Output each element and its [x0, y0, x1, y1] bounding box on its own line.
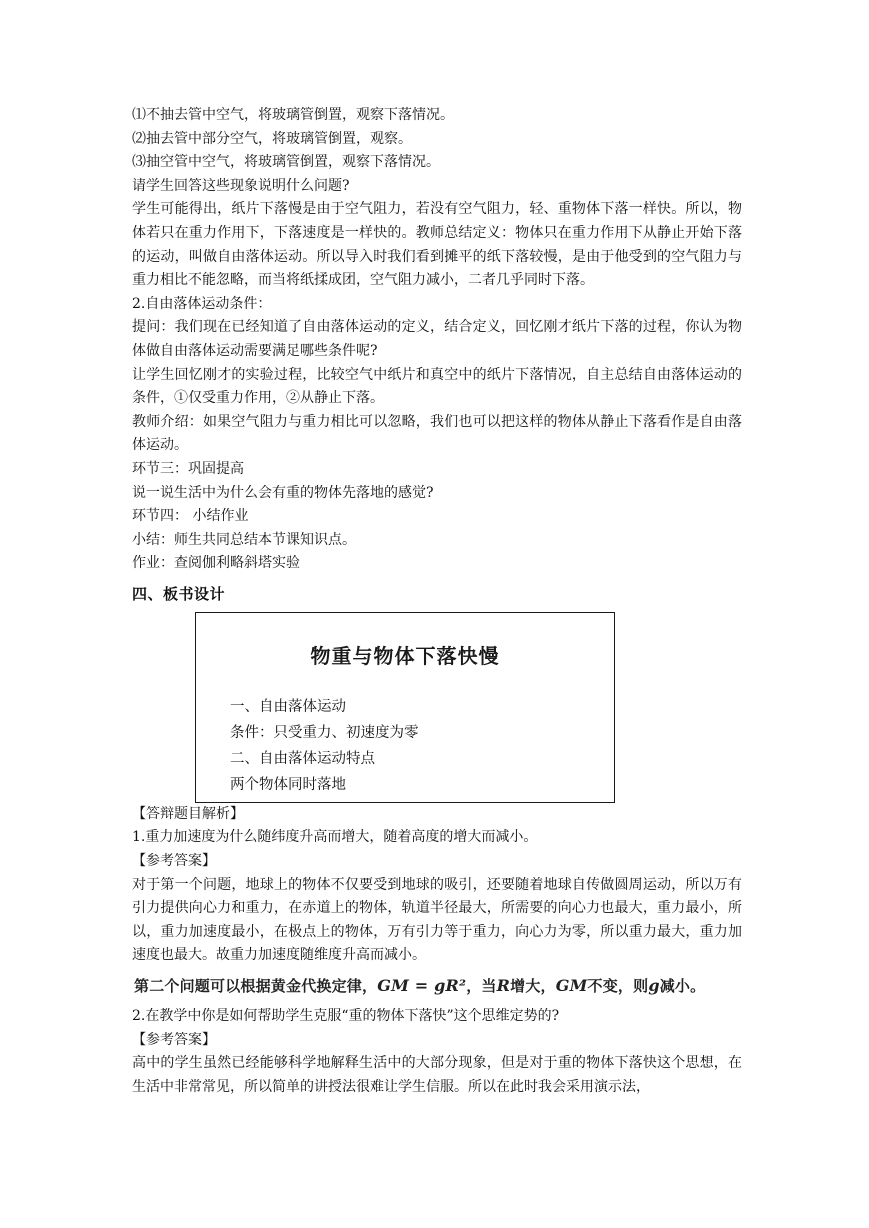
- paragraph-question: 请学生回答这些现象说明什么问题?: [132, 177, 350, 194]
- board-line: 一、自由落体运动: [230, 698, 346, 715]
- paragraph-answer-label-2: 【参考答案】: [132, 1031, 216, 1048]
- formula-suffix: 减小。: [659, 977, 706, 996]
- formula-var-r: R: [496, 976, 511, 996]
- formula-middle-3: 不变，则: [587, 977, 649, 996]
- board-line: 条件：只受重力、初速度为零: [230, 724, 419, 741]
- formula-prefix: 第二个问题可以根据黄金代换定律，: [134, 977, 378, 996]
- document-body: [132, 104, 742, 1099]
- board-line: 二、自由落体运动特点: [230, 750, 375, 767]
- formula-middle-2: 增大，: [510, 977, 556, 996]
- paragraph-stage-three: 环节三：巩固提高: [132, 460, 244, 477]
- paragraph-step-1: ⑴不抽去管中空气，将玻璃管倒置，观察下落情况。: [132, 107, 454, 123]
- formula-var-g: g: [648, 976, 660, 996]
- paragraph-student-conclusion: 学生可能得出，纸片下落慢是由于空气阻力，若没有空气阻力，轻、重物体下落一样快。所以，物体若只在重力作用下，下落速度是一样快的。教师总结定义：物体只在重力作用下从静止开始下落的运动，叫做自由落体运动。所以导入时我们看到摊平的纸下落较慢，是由于他受到的空气阻力与重力相比不能忽略，而当将纸揉成团，空气阻力减小，二者几乎同时下落。: [132, 201, 742, 289]
- paragraph-answer-1: 对于第一个问题，地球上的物体不仅要受到地球的吸引，还要随着地球自传做圆周运动，所以万有引力提供向心力和重力，在赤道上的物体，轨道半径最大，所需要的向心力也最大，重力最小，所以，重力加速度最小，在极点上的物体，万有引力等于重力，向心力为零，所以重力最大，重力加速度也最大。故重力加速度随维度升高而减小。: [132, 876, 742, 964]
- paragraph-question-2: 2.在教学中你是如何帮助学生克服“重的物体下落快”这个思维定势的?: [132, 1008, 560, 1025]
- paragraph-step-3: ⑶抽空管中空气，将玻璃管倒置，观察下落情况。: [132, 154, 440, 171]
- formula-var-gm: GM: [555, 976, 588, 996]
- section-title-board-design: 四、板书设计: [132, 584, 226, 603]
- formula-middle-1: ，当: [466, 977, 497, 996]
- paragraph-answer-label-1: 【参考答案】: [132, 853, 216, 870]
- board-line: 两个物体同时落地: [230, 776, 346, 793]
- paragraph-discussion: 说一说生活中为什么会有重的物体先落地的感觉?: [132, 484, 434, 501]
- paragraph-teacher-question: 提问：我们现在已经知道了自由落体运动的定义，结合定义，回忆刚才纸片下落的过程，你认为物体做自由落体运动需要满足哪些条件呢?: [132, 319, 742, 359]
- paragraph-stage-four: 环节四： 小结作业: [132, 508, 249, 525]
- board-title: 物重与物体下落快慢: [310, 643, 500, 668]
- paragraph-teacher-intro: 教师介绍：如果空气阻力与重力相比可以忽略，我们也可以把这样的物体从静止下落看作是自由落体运动。: [132, 413, 742, 454]
- board-design-box: [195, 612, 615, 803]
- paragraph-question-1: 1.重力加速度为什么随纬度升高而增大，随着高度的增大而减小。: [132, 829, 538, 846]
- paragraph-homework: 作业：查阅伽利略斜塔实验: [132, 555, 300, 572]
- paragraph-answer-2: 高中的学生虽然已经能够科学地解释生活中的大部分现象，但是对于重的物体下落快这个思想，在生活中非常常见，所以简单的讲授法很难让学生信服。所以在此时我会采用演示法，: [132, 1055, 742, 1095]
- paragraph-step-2: ⑵抽去管中部分空气，将玻璃管倒置，观察。: [132, 130, 412, 147]
- formula-equation: GM = gR²: [377, 976, 467, 996]
- formula-line: [134, 971, 742, 1001]
- paragraph-summary: 小结：师生共同总结本节课知识点。: [132, 531, 356, 548]
- paragraph-defense-heading: 【答辩题目解析】: [132, 805, 244, 822]
- paragraph-condition-heading: 2.自由落体运动条件：: [132, 295, 272, 312]
- paragraph-student-recall: 让学生回忆刚才的实验过程，比较空气中纸片和真空中的纸片下落情况，自主总结自由落体运动的条件，①仅受重力作用，②从静止下落。: [132, 366, 742, 407]
- board-lines: [230, 694, 419, 798]
